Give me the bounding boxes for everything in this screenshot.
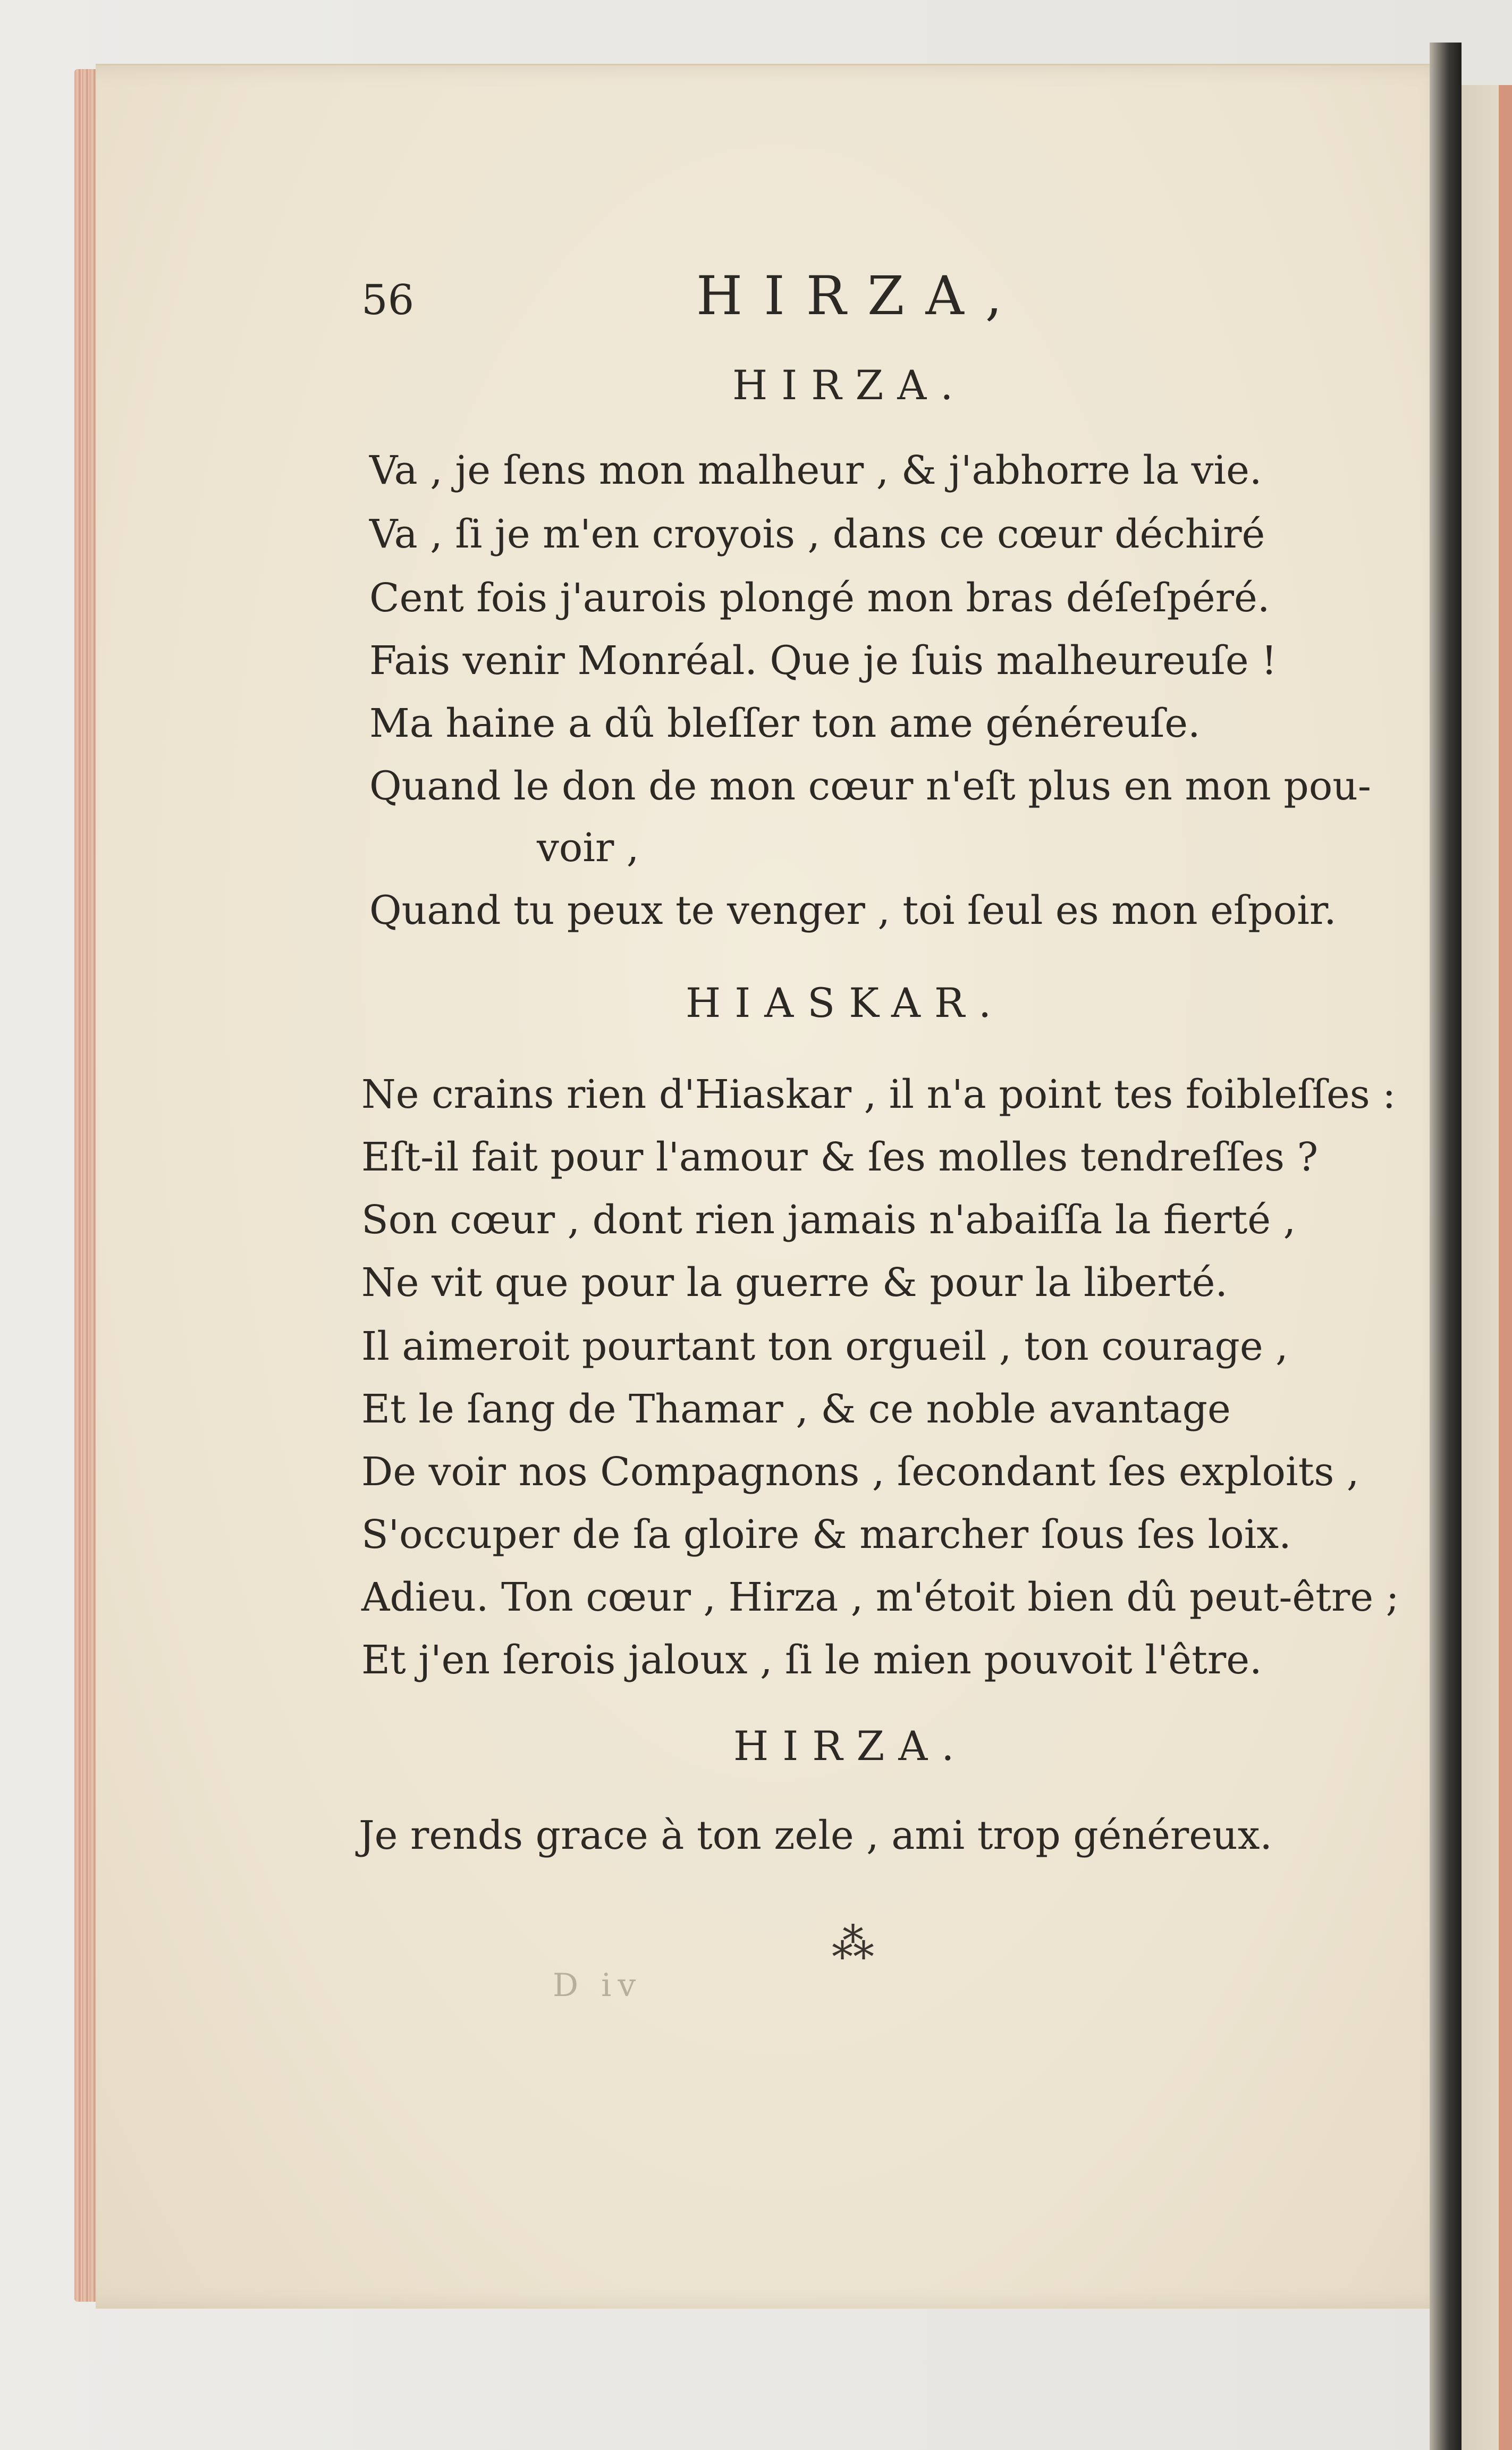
verse-line: Ma haine a dû bleſſer ton ame généreuſe. <box>369 701 1201 746</box>
verse-line: Et j'en ſerois jaloux , ſi le mien pouvoit l'être. <box>361 1637 1262 1683</box>
verse-line: Quand tu peux te venger , toi ſeul es mon eſpoir. <box>369 888 1337 933</box>
verse-line: Fais venir Monréal. Que je ſuis malheureuſe ! <box>369 638 1277 684</box>
verse-line: Va , je ſens mon malheur , & j'abhorre la vie. <box>369 448 1262 493</box>
speaker-heading-hirza-2: HIRZA. <box>733 1722 968 1770</box>
signature-mark: D iv <box>553 1967 643 2004</box>
book-gutter-shadow <box>1430 43 1462 2450</box>
page-number: 56 <box>361 276 415 324</box>
verse-line: Il aimeroit pourtant ton orgueil , ton courage , <box>361 1324 1288 1369</box>
verse-line: Ne crains rien d'Hiaskar , il n'a point tes foibleſſes : <box>361 1072 1396 1117</box>
running-title: HIRZA, <box>696 265 1024 327</box>
verse-line: Va , ſi je m'en croyois , dans ce cœur déchiré <box>369 511 1265 557</box>
printers-ornament: ⁂ <box>832 1919 874 1968</box>
verse-line-continuation: voir , <box>537 825 639 871</box>
verse-line: De voir nos Compagnons , ſecondant ſes exploits , <box>361 1449 1359 1495</box>
verse-line: S'occuper de ſa gloire & marcher ſous ſes loix. <box>361 1512 1291 1557</box>
verse-line: Et le ſang de Thamar , & ce noble avantage <box>361 1386 1231 1432</box>
verse-line: Ne vit que pour la guerre & pour la liberté. <box>361 1260 1228 1306</box>
speaker-heading-hiaskar: HIASKAR. <box>686 979 1006 1026</box>
verse-line: Quand le don de mon cœur n'eſt plus en mon pou- <box>369 763 1371 809</box>
verse-line: Adieu. Ton cœur , Hirza , m'étoit bien dû peut-être ; <box>361 1575 1399 1620</box>
speaker-heading-hirza-1: HIRZA. <box>732 361 967 409</box>
verse-line: Cent fois j'aurois plongé mon bras déſeſpéré. <box>369 575 1270 621</box>
verse-line: Je rends grace à ton zele , ami trop généreux. <box>359 1813 1272 1858</box>
verse-line: Son cœur , dont rien jamais n'abaiſſa la fierté , <box>361 1197 1296 1243</box>
facing-page-edge <box>1499 85 1512 2450</box>
verse-line: Eſt-il fait pour l'amour & ſes molles tendreſſes ? <box>361 1134 1319 1180</box>
